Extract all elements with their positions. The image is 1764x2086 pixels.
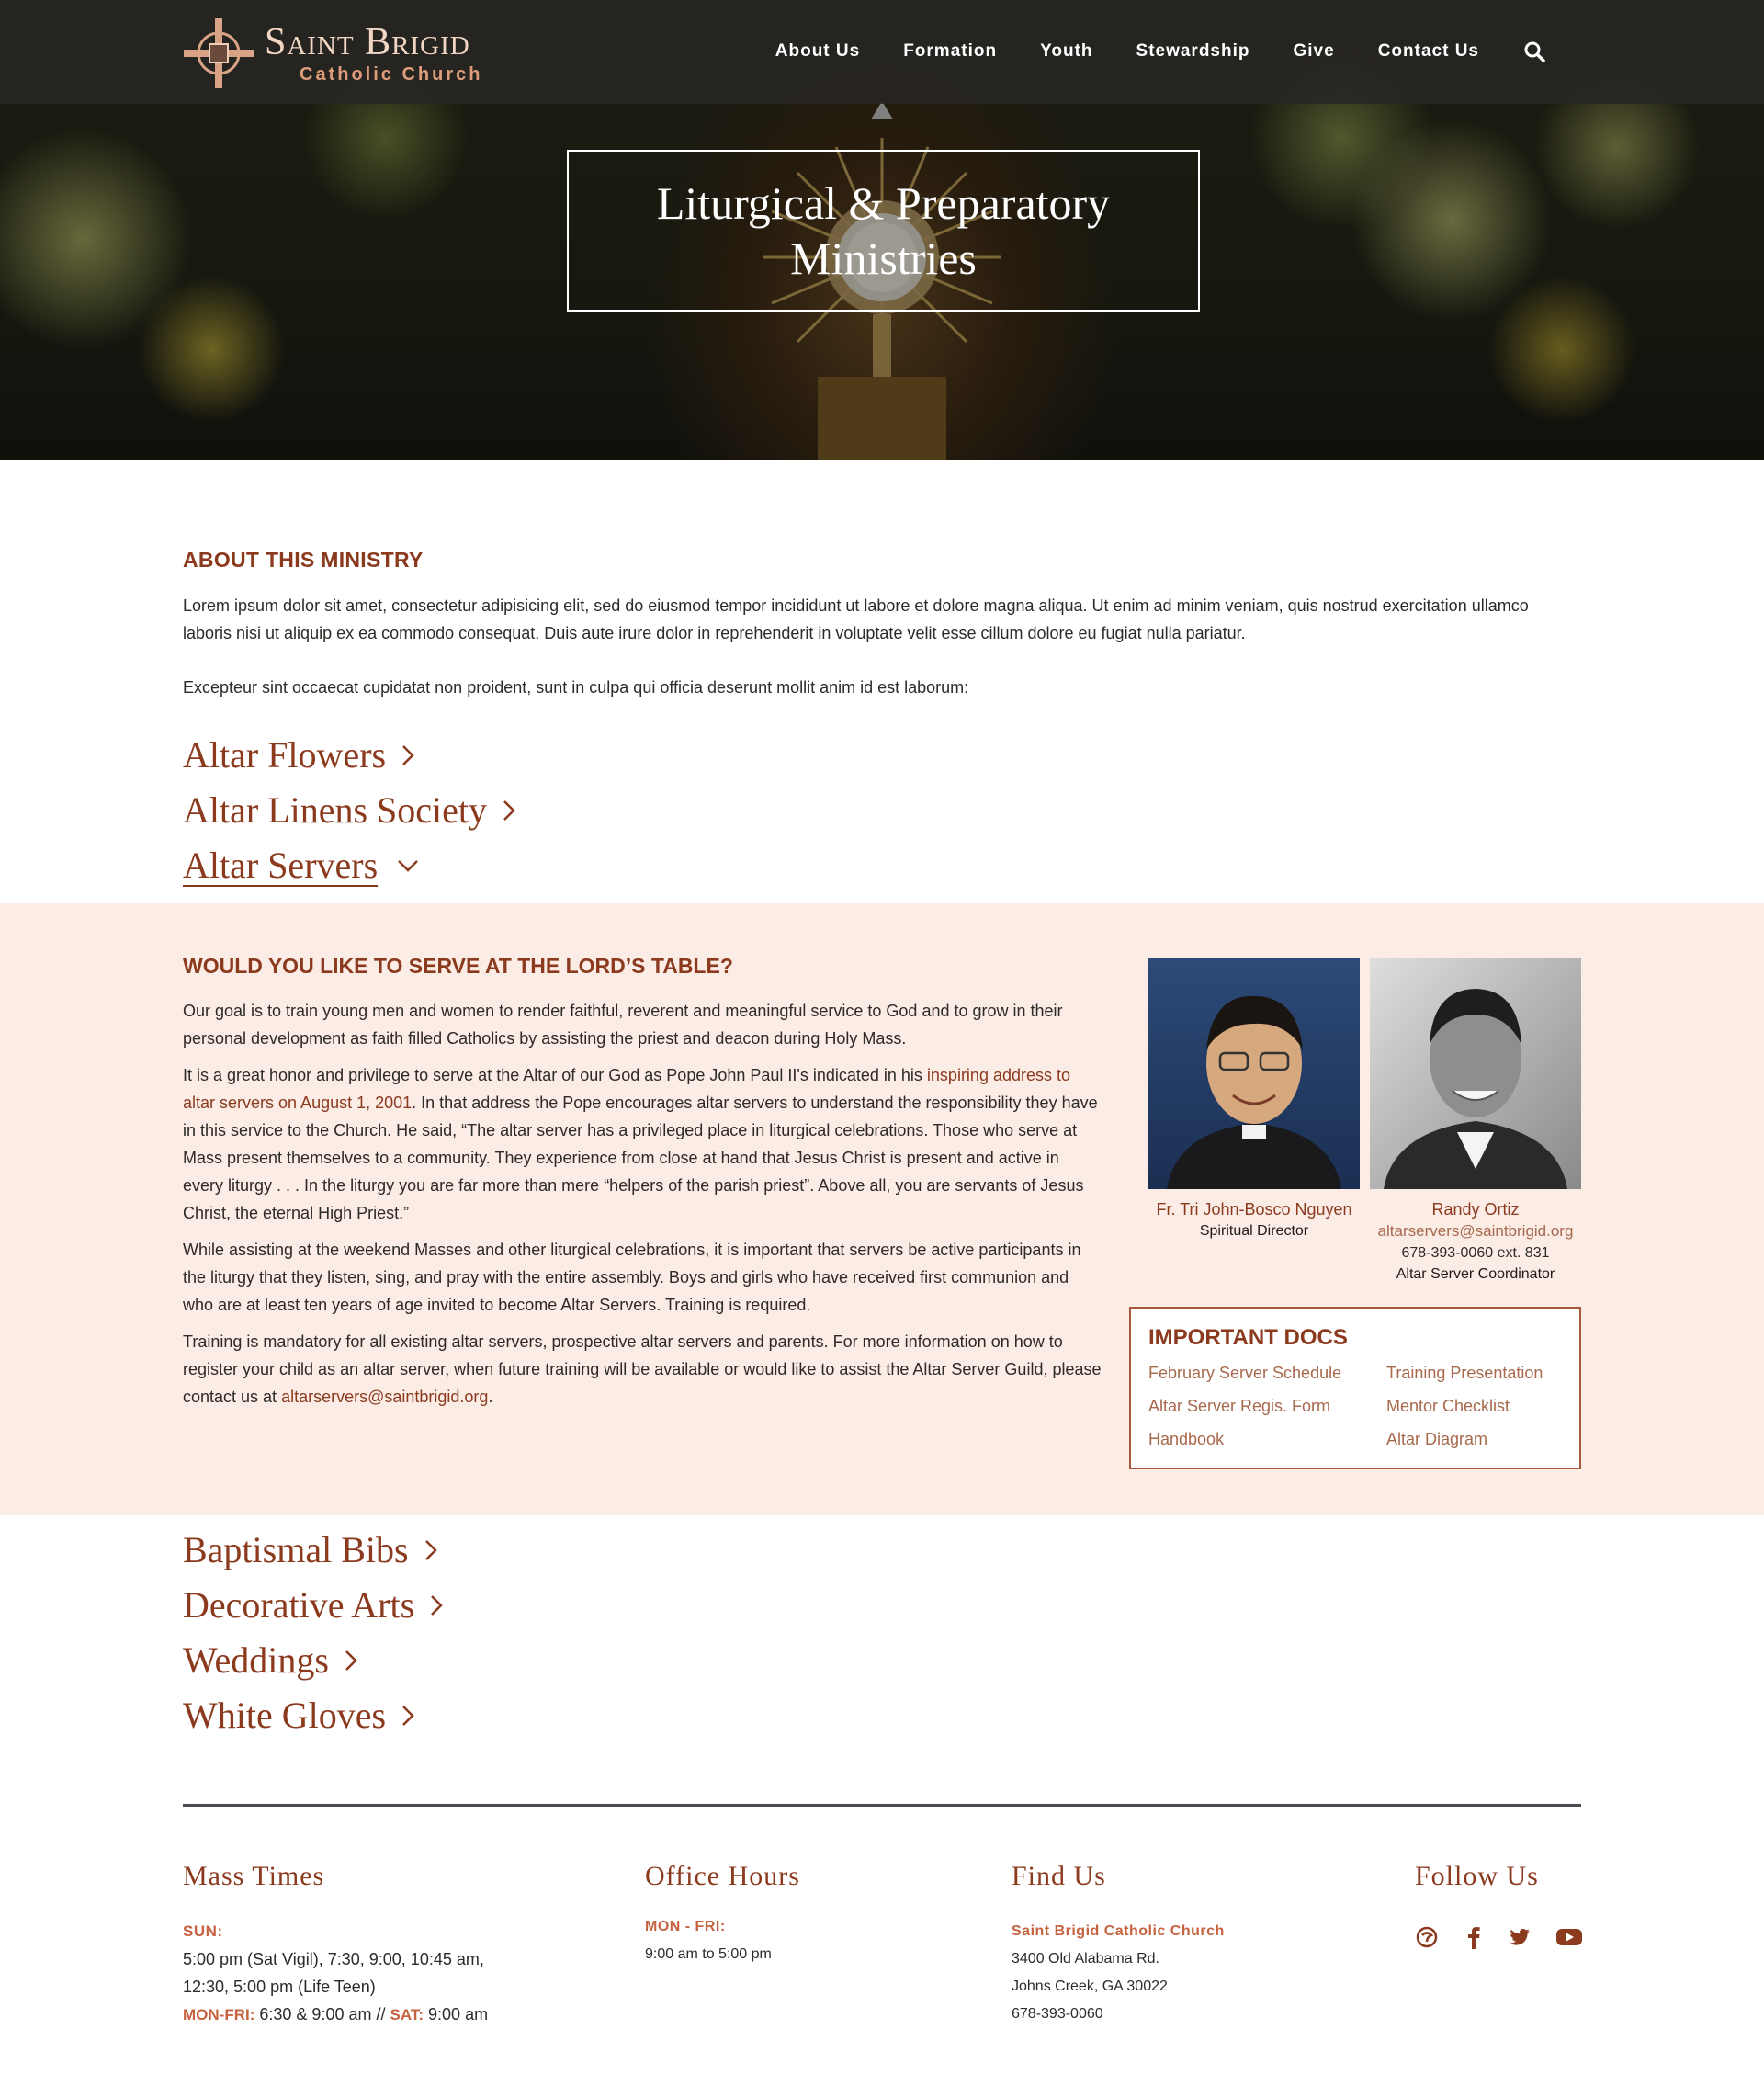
hero-title-box xyxy=(567,150,1200,312)
nav-give[interactable]: Give xyxy=(1293,41,1335,61)
ministry-link-altar-servers[interactable]: Altar Servers xyxy=(183,844,420,887)
ministry-link-white-gloves[interactable]: White Gloves xyxy=(183,1694,415,1737)
docs-title: IMPORTANT DOCS xyxy=(1148,1325,1348,1350)
brigid-cross-icon xyxy=(182,17,255,90)
chevron-right-icon xyxy=(429,1593,444,1617)
doc-link-training-presentation[interactable]: Training Presentation xyxy=(1386,1364,1544,1382)
staff-card-director xyxy=(1148,958,1360,1240)
top-navigation-bar xyxy=(0,0,1764,104)
page-title: Liturgical & Preparatory Ministries xyxy=(656,177,1111,284)
ministry-link-altar-flowers[interactable]: Altar Flowers xyxy=(183,733,415,777)
staff-card-coordinator xyxy=(1370,958,1581,1283)
chevron-right-icon xyxy=(401,743,415,767)
nav-youth[interactable]: Youth xyxy=(1040,41,1093,61)
staff-role: Spiritual Director xyxy=(1199,1223,1309,1239)
staff-name: Randy Ortiz xyxy=(1431,1200,1520,1219)
doc-link-mentor-checklist[interactable]: Mentor Checklist xyxy=(1386,1397,1510,1415)
staff-name: Fr. Tri John-Bosco Nguyen xyxy=(1156,1200,1352,1219)
contact-email-link[interactable]: altarservers@saintbrigid.org xyxy=(281,1388,489,1406)
church-phone: 678-393-0060 xyxy=(1012,2006,1103,2022)
staff-phone: 678-393-0060 ext. 831 xyxy=(1401,1245,1550,1261)
chevron-right-icon xyxy=(424,1538,438,1562)
search-icon[interactable] xyxy=(1523,40,1545,62)
nav-stewardship[interactable]: Stewardship xyxy=(1136,41,1250,61)
nav-formation[interactable]: Formation xyxy=(903,41,998,61)
staff-email-link[interactable]: altarservers@saintbrigid.org xyxy=(1377,1222,1574,1240)
doc-link-altar-diagram[interactable]: Altar Diagram xyxy=(1386,1430,1488,1448)
important-docs-box xyxy=(1129,1307,1581,1469)
footer-mass-times-heading: Mass Times xyxy=(183,1861,325,1891)
youtube-icon[interactable] xyxy=(1555,1925,1583,1949)
flocknote-icon[interactable] xyxy=(1415,1925,1439,1949)
chevron-right-icon xyxy=(401,1704,415,1728)
panel-paragraph-3: While assisting at the weekend Masses and other liturgical celebrations, it is important that servers be active participants in the liturgy that they listen, sing, and pray with the entire assembly. Boys and girls who have received first communion and who are at least ten years of age invited to become Altar Servers. Training is required. xyxy=(183,1241,1081,1314)
footer-divider xyxy=(183,1804,1581,1807)
staff-photo xyxy=(1148,958,1360,1189)
mass-weekday-line: MON-FRI: 6:30 & 9:00 am // SAT: 9:00 am xyxy=(183,2005,489,2024)
address-city: Johns Creek, GA 30022 xyxy=(1012,1978,1168,1994)
footer-find-us-heading: Find Us xyxy=(1012,1861,1106,1891)
staff-role: Altar Server Coordinator xyxy=(1396,1266,1555,1282)
panel-paragraph-1: Our goal is to train young men and women to render faithful, reverent and meaningful service to God and to grow in their personal development as faith filled Catholics by assisting the priest and deacon during Holy Mass. xyxy=(183,1002,1063,1048)
nav-about-us[interactable]: About Us xyxy=(775,41,861,61)
chevron-right-icon xyxy=(502,799,516,822)
office-hours-text: 9:00 am to 5:00 pm xyxy=(645,1946,772,1962)
about-paragraph-1: Lorem ipsum dolor sit amet, consectetur adipisicing elit, sed do eiusmod tempor incididunt ut labore et dolore magna aliqua. Ut enim ad minim veniam, quis nostrud exercitation ullamco laboris nisi ut aliquip ex ea commodo consequat. Duis aute irure dolor in reprehenderit in voluptate velit esse cillum dolore eu fugiat nulla pariatur. xyxy=(183,596,1529,642)
church-name: Saint Brigid Catholic Church xyxy=(1012,1923,1225,1939)
panel-paragraph-4: Training is mandatory for all existing altar servers, prospective altar servers and parents. For more information on how to register your child as an altar server, when future training will be available or would like to assist the Altar Server Guild, please contact us at altarservers@saintbrigid.org. xyxy=(183,1332,1102,1406)
office-days-label: MON - FRI: xyxy=(645,1919,726,1934)
main-nav xyxy=(732,40,1545,62)
about-heading: ABOUT THIS MINISTRY xyxy=(183,548,424,572)
pope-address-link[interactable]: inspiring address to altar servers on August 1, 2001 xyxy=(183,1066,1071,1112)
doc-link-handbook[interactable]: Handbook xyxy=(1148,1430,1225,1448)
doc-link-registration-form[interactable]: Altar Server Regis. Form xyxy=(1148,1397,1331,1415)
altar-servers-panel xyxy=(0,903,1764,1515)
site-logo[interactable] xyxy=(182,17,531,90)
panel-heading: WOULD YOU LIKE TO SERVE AT THE LORD’S TABLE? xyxy=(183,954,733,978)
ministry-link-altar-linens[interactable]: Altar Linens Society xyxy=(183,788,516,832)
ministry-link-weddings[interactable]: Weddings xyxy=(183,1638,358,1682)
hero-banner xyxy=(0,0,1764,460)
staff-photo xyxy=(1370,958,1581,1189)
chevron-right-icon xyxy=(344,1649,358,1672)
ministry-link-baptismal-bibs[interactable]: Baptismal Bibs xyxy=(183,1528,438,1571)
chevron-down-icon xyxy=(396,858,420,873)
address-street: 3400 Old Alabama Rd. xyxy=(1012,1951,1159,1967)
mass-sun-line-2: 12:30, 5:00 pm (Life Teen) xyxy=(183,1978,376,1996)
twitter-icon[interactable] xyxy=(1508,1925,1532,1949)
footer-office-hours-heading: Office Hours xyxy=(645,1861,800,1891)
ministry-link-decorative-arts[interactable]: Decorative Arts xyxy=(183,1583,444,1627)
facebook-icon[interactable] xyxy=(1462,1925,1486,1949)
nav-contact-us[interactable]: Contact Us xyxy=(1377,41,1479,61)
footer-follow-us-heading: Follow Us xyxy=(1415,1861,1539,1891)
panel-body xyxy=(183,997,1102,1420)
doc-link-server-schedule[interactable]: February Server Schedule xyxy=(1148,1364,1342,1382)
logo-title: Saint Brigid xyxy=(265,21,470,63)
about-paragraph-2: Excepteur sint occaecat cupidatat non proident, sunt in culpa qui officia deserunt mollit anim id est laborum: xyxy=(183,678,969,697)
panel-paragraph-2: It is a great honor and privilege to serve at the Altar of our God as Pope John Paul II's indicated in his inspiring address to altar servers on August 1, 2001. In that address the Pope encourages altar servers to understand the responsibility they have in this service to the Church. He said, “The altar server has a privileged place in liturgical celebrations. Those who serve at Mass present themselves to a community. They experience from close at hand that Jesus Christ is present and active in every liturgy . . . In the liturgy you are far more than mere “helpers of the parish priest”. Above all, you are servants of Jesus Christ, the eternal High Priest.” xyxy=(183,1066,1098,1222)
mass-sun-label: SUN: xyxy=(183,1922,223,1940)
mass-sun-line-1: 5:00 pm (Sat Vigil), 7:30, 9:00, 10:45 am, xyxy=(183,1950,484,1968)
logo-subtitle: Catholic Church xyxy=(300,64,483,85)
